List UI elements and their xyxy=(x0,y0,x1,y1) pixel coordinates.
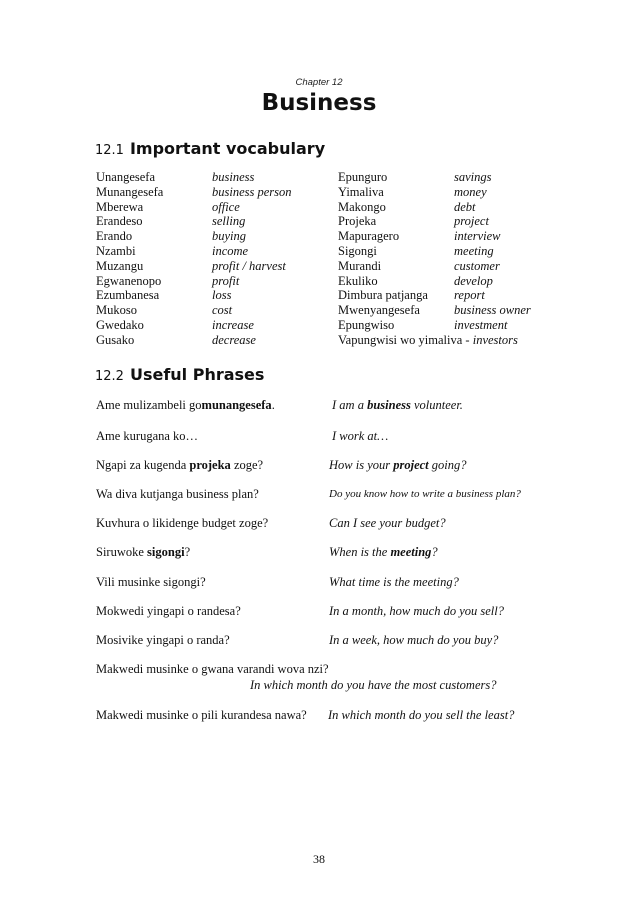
vocab-term: Mwenyangesefa xyxy=(338,303,420,318)
phrase-row xyxy=(96,487,521,502)
vocab-row xyxy=(338,259,518,274)
vocab-translation: profit / harvest xyxy=(212,258,286,273)
phrase-translation: I work at… xyxy=(332,429,389,443)
vocab-row xyxy=(338,318,518,333)
vocabulary-list-right xyxy=(338,170,531,348)
translation-bold: project xyxy=(393,458,429,472)
section-heading-phrases xyxy=(95,365,264,384)
vocab-term: Gusako xyxy=(96,332,135,347)
vocab-term: Epungwiso xyxy=(338,317,395,332)
phrase-text: . xyxy=(271,398,275,412)
vocab-translation: business owner xyxy=(454,303,531,318)
vocab-translation: increase xyxy=(212,317,254,332)
vocab-translation: office xyxy=(212,199,240,214)
phrase-bold: projeka xyxy=(189,458,231,472)
vocab-term: Ekuliko xyxy=(338,273,378,288)
vocab-translation: debt xyxy=(454,199,476,214)
vocab-term: Sigongi xyxy=(338,243,377,258)
vocab-translation: profit xyxy=(212,273,240,288)
section-heading-vocabulary xyxy=(95,139,325,158)
vocab-term: Ezumbanesa xyxy=(96,288,160,303)
vocab-row xyxy=(338,200,518,215)
vocab-term: Erandeso xyxy=(96,214,143,229)
section-number: 12.2 xyxy=(95,369,124,384)
page-number: 38 xyxy=(313,852,325,866)
vocab-term: Munangesefa xyxy=(96,184,164,199)
translation-text: ? xyxy=(431,545,438,559)
phrase-row xyxy=(96,633,499,648)
chapter-label: Chapter 12 xyxy=(295,77,343,88)
vocab-translation: customer xyxy=(454,258,500,273)
phrase-row xyxy=(96,516,446,531)
vocab-term: Vapungwisi wo yimaliva - xyxy=(338,332,473,347)
vocab-term: Nzambi xyxy=(96,243,136,258)
vocab-term: Erando xyxy=(96,229,133,244)
vocab-row xyxy=(338,244,518,259)
translation-text: volunteer. xyxy=(410,398,463,412)
phrase-text: Ame kurugana ko… xyxy=(96,429,199,443)
translation-bold: meeting xyxy=(390,545,432,559)
vocab-translation: meeting xyxy=(454,243,494,258)
phrase-row xyxy=(96,545,438,560)
phrase-row xyxy=(96,708,515,723)
vocab-row xyxy=(338,288,518,303)
phrase-text: ? xyxy=(184,545,191,559)
phrase-row xyxy=(96,398,463,413)
translation-bold: business xyxy=(367,398,411,412)
vocab-term: Egwanenopo xyxy=(96,273,162,288)
vocab-translation: loss xyxy=(212,288,232,303)
phrase-translation: In which month do you have the most customers? xyxy=(250,678,497,692)
vocab-row xyxy=(338,274,518,289)
vocab-translation: cost xyxy=(212,303,233,318)
vocab-translation: buying xyxy=(212,229,247,244)
vocab-row xyxy=(338,303,531,318)
vocab-translation: savings xyxy=(454,170,492,184)
phrase-text: Mokwedi yingapi o randesa? xyxy=(96,604,241,618)
translation-text: When is the xyxy=(329,545,391,559)
phrase-row xyxy=(96,575,459,590)
vocab-term: Makongo xyxy=(338,199,386,214)
vocab-term: Dimbura patjanga xyxy=(338,288,428,303)
vocab-translation: project xyxy=(454,214,489,229)
vocab-translation: interview xyxy=(454,229,501,244)
phrase-translation: What time is the meeting? xyxy=(329,575,459,589)
phrase-translation: Do you know how to write a business plan? xyxy=(329,488,521,500)
vocab-term: Murandi xyxy=(338,258,382,273)
phrase-translation xyxy=(332,398,463,413)
vocab-translation: report xyxy=(454,288,485,303)
phrase-text: Makwedi musinke o pili kurandesa nawa? xyxy=(96,708,307,722)
phrase-translation xyxy=(329,458,467,473)
vocab-translation: investors xyxy=(472,332,518,347)
phrase-bold: munangesefa xyxy=(201,398,272,412)
section-title: Useful Phrases xyxy=(129,365,265,384)
vocab-translation: income xyxy=(212,243,249,258)
translation-text: How is your xyxy=(329,458,394,472)
phrase-text: Mosivike yingapi o randa? xyxy=(96,633,230,647)
phrase-row xyxy=(96,458,467,473)
vocab-row xyxy=(338,229,518,244)
vocab-translation: decrease xyxy=(212,332,256,347)
translation-text: I am a xyxy=(332,398,368,412)
phrase-text: Kuvhura o likidenge budget zoge? xyxy=(96,516,269,530)
vocab-translation: business xyxy=(212,170,255,184)
vocab-term: Mberewa xyxy=(96,199,144,214)
vocab-translation: business person xyxy=(212,184,292,199)
chapter-title: Business xyxy=(261,90,377,116)
section-title: Important vocabulary xyxy=(129,139,326,158)
vocab-term: Projeka xyxy=(338,214,377,229)
vocab-translation: develop xyxy=(454,273,493,288)
vocab-translation: money xyxy=(454,184,487,199)
phrase-translation xyxy=(329,545,438,560)
phrase-row xyxy=(96,604,504,619)
phrase-translation: Can I see your budget? xyxy=(329,516,446,530)
phrase-translation-row xyxy=(250,678,497,693)
vocab-row xyxy=(338,170,518,185)
phrase-translation: In a month, how much do you sell? xyxy=(329,604,504,618)
vocab-term: Mapuragero xyxy=(338,229,400,244)
phrase-row xyxy=(96,429,389,444)
vocab-row xyxy=(338,333,518,348)
vocab-translation: selling xyxy=(212,214,246,229)
phrase-text: Siruwoke xyxy=(96,545,148,559)
phrase-text: Vili musinke sigongi? xyxy=(96,575,206,589)
phrase-translation: In a week, how much do you buy? xyxy=(329,633,499,647)
phrase-text: Ame mulizambeli go xyxy=(96,398,202,412)
phrase-text: Makwedi musinke o gwana varandi wova nzi? xyxy=(96,662,329,676)
vocab-row xyxy=(338,185,518,200)
phrase-bold: sigongi xyxy=(147,545,185,559)
phrase-text: Ngapi za kugenda xyxy=(96,458,190,472)
vocab-term: Mukoso xyxy=(96,303,137,318)
vocab-row xyxy=(338,214,518,229)
phrase-text: Wa diva kutjanga business plan? xyxy=(96,487,259,501)
translation-text: going? xyxy=(428,458,467,472)
vocab-term: Unangesefa xyxy=(96,170,155,184)
vocab-term: Epunguro xyxy=(338,170,388,184)
section-number: 12.1 xyxy=(95,143,124,158)
vocab-term: Gwedako xyxy=(96,317,144,332)
vocab-term: Yimaliva xyxy=(338,184,384,199)
phrase-translation: In which month do you sell the least? xyxy=(328,708,515,722)
vocab-term: Muzangu xyxy=(96,258,144,273)
phrase-text: zoge? xyxy=(230,458,264,472)
vocab-translation: investment xyxy=(454,317,508,332)
phrase-row xyxy=(96,662,329,677)
